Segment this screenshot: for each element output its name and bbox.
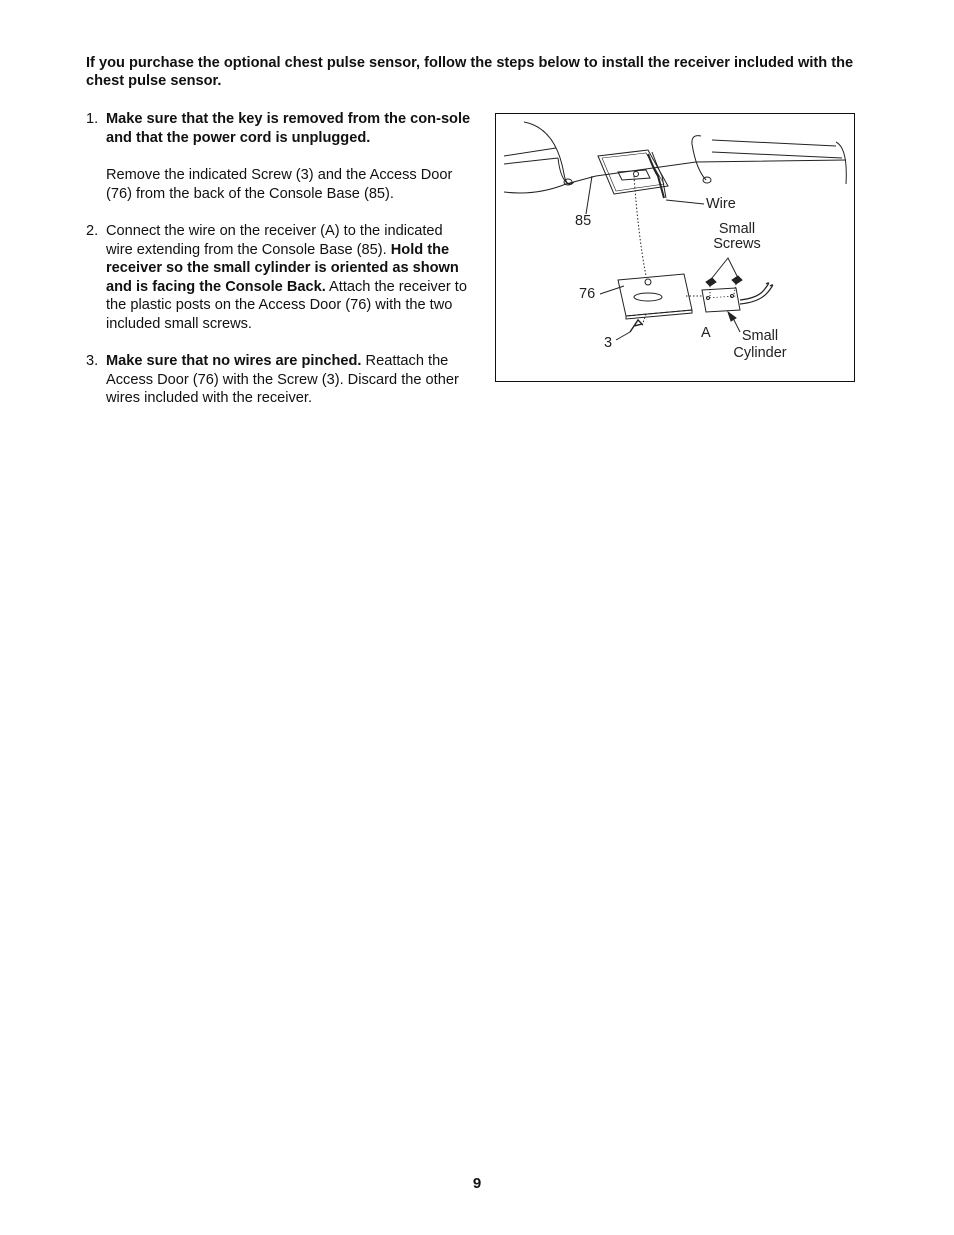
access-door — [618, 274, 692, 316]
wire-leader — [666, 200, 704, 204]
console-base-outline — [504, 148, 596, 193]
small-cylinder-arrowhead — [728, 312, 736, 321]
access-door-edge — [626, 310, 692, 319]
label-small-cylinder-line-2: Cylinder — [733, 345, 787, 361]
step-2-text-a: Connect the wire on the receiver (A) to the indicated wire extending from the Console Base (85). — [106, 223, 443, 258]
access-door-slot — [634, 293, 662, 301]
step-1-warning — [106, 110, 471, 147]
label-part-a: A — [701, 325, 711, 341]
instruction-steps — [86, 110, 471, 427]
post-hole-right — [703, 177, 711, 183]
receiver-wire — [740, 283, 769, 300]
label-small-screws — [710, 222, 764, 252]
leader-85 — [586, 176, 592, 214]
step-1-bold-text: Make sure that the key is removed from the con-sole and that the power cord is unplugged. — [106, 111, 471, 146]
step-number: 2. — [86, 223, 99, 239]
leader-small-screws — [712, 258, 738, 278]
receiver-post-right — [731, 295, 734, 298]
label-small-cylinder — [730, 329, 790, 361]
label-small-screws-line-2: Screws — [713, 236, 761, 252]
label-part-3: 3 — [604, 335, 613, 351]
label-part-76: 76 — [579, 286, 596, 302]
step-2-instruction — [106, 222, 471, 333]
step-2-bold-text: Hold the receiver so the small cylinder is oriented as shown and is facing the Console Back. — [106, 241, 459, 295]
screw-3 — [630, 320, 642, 332]
receiver-body — [702, 288, 740, 312]
label-small-cylinder-line-1: Small — [741, 328, 779, 344]
small-screw-right — [732, 276, 742, 284]
step-1-instruction: Remove the indicated Screw (3) and the Access Door (76) from the back of the Console Base (85). — [106, 167, 453, 202]
console-base-top-edge — [524, 122, 572, 184]
bracket-screw-hole — [634, 172, 639, 177]
leader-3 — [616, 332, 630, 340]
access-opening — [598, 150, 668, 194]
step-number: 1. — [86, 111, 99, 127]
console-diagram — [496, 114, 856, 383]
step-number: 3. — [86, 353, 99, 369]
step-2 — [86, 222, 471, 333]
step-2-text-b: Attach the receiver to the plastic posts on the Access Door (76) with the two included small screws. — [106, 278, 467, 332]
receiver-post-left — [707, 297, 710, 300]
intro-paragraph: If you purchase the optional chest pulse sensor, follow the steps below to install the receiver included with the chest pulse sensor. — [86, 55, 854, 89]
page-number: 9 — [472, 1175, 482, 1192]
step-3-text: Reattach the Access Door (76) with the Screw (3). Discard the other wires included with the receiver. — [106, 353, 459, 406]
receiver-wire-2 — [740, 285, 773, 304]
label-small-screws-line-1: Small — [718, 221, 756, 237]
access-door-screw-hole — [645, 279, 651, 285]
step-3-bold-text: Make sure that no wires are pinched. — [106, 353, 362, 369]
label-part-85: 85 — [575, 213, 592, 229]
receiver-installation-figure — [495, 113, 855, 382]
step-1 — [86, 110, 471, 203]
small-screw-left — [706, 278, 716, 286]
label-wire: Wire — [706, 196, 736, 212]
step-3-instruction — [106, 352, 471, 408]
step-3 — [86, 352, 471, 408]
